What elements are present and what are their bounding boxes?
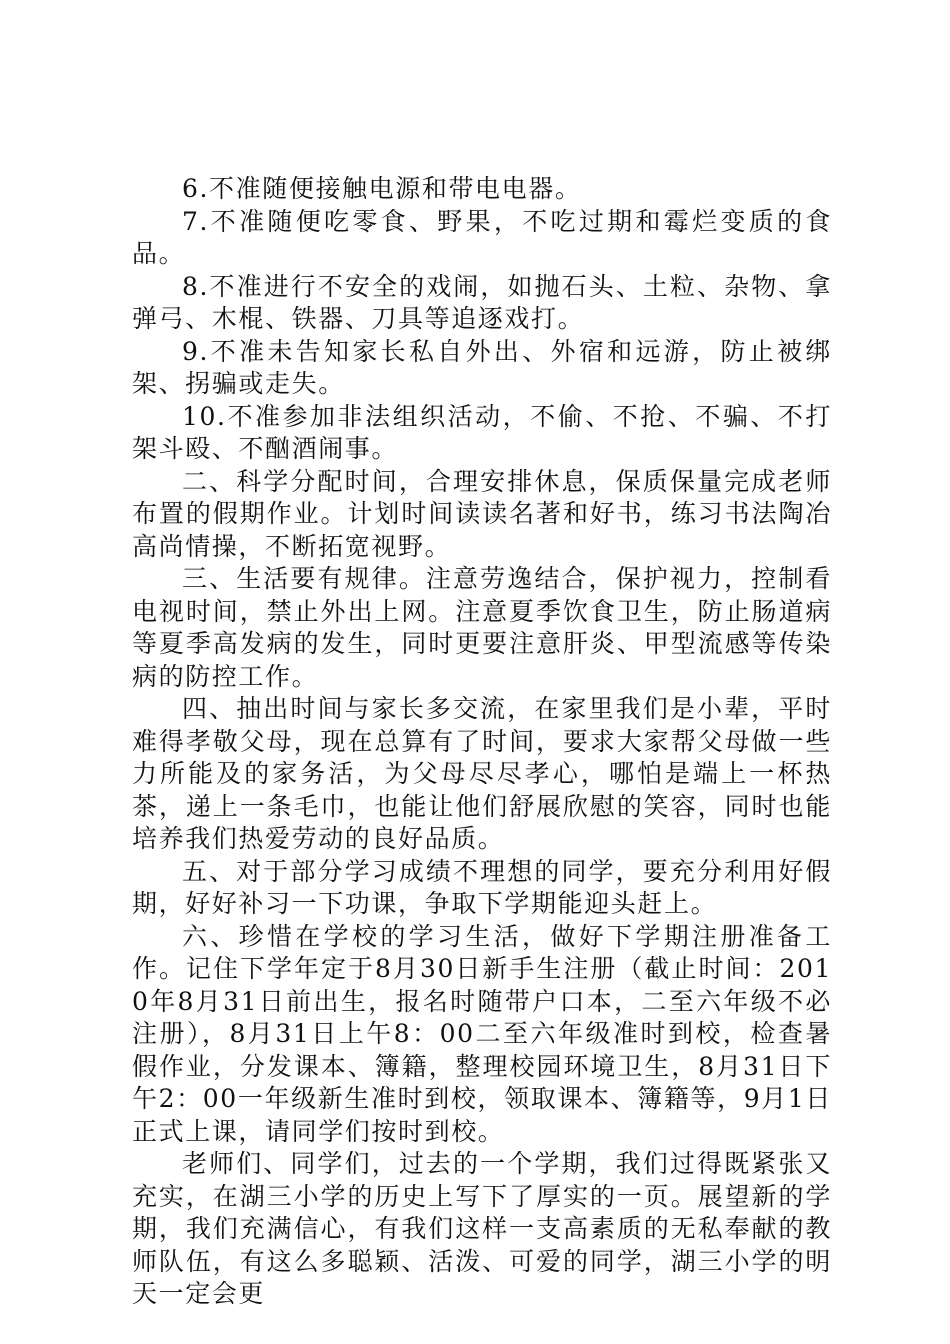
paragraph-section-2: 二、科学分配时间，合理安排休息，保质保量完成老师布置的假期作业。计划时间读读名著和好书，练习书法陶冶高尚情操，不断拓宽视野。 [132, 466, 832, 561]
paragraph-section-3: 三、生活要有规律。注意劳逸结合，保护视力，控制看电视时间，禁止外出上网。注意夏季饮食卫生，防止肠道病等夏季高发病的发生，同时更要注意肝炎、甲型流感等传染病的防控工作。 [132, 564, 832, 691]
paragraph-rule-9: 9.不准未告知家长私自外出、外宿和远游，防止被绑架、拐骗或走失。 [132, 336, 832, 398]
paragraph-section-5: 五、对于部分学习成绩不理想的同学，要充分利用好假期，好好补习一下功课，争取下学期能迎头赶上。 [132, 856, 832, 918]
paragraph-section-4: 四、抽出时间与家长多交流，在家里我们是小辈，平时难得孝敬父母，现在总算有了时间，要求大家帮父母做一些力所能及的家务活，为父母尽尽孝心，哪怕是端上一杯热茶，递上一条毛巾，也能让他们舒展欣慰的笑容，同时也能培养我们热爱劳动的良好品质。 [132, 694, 832, 853]
paragraph-closing: 老师们、同学们，过去的一个学期，我们过得既紧张又充实，在湖三小学的历史上写下了厚实的一页。展望新的学期，我们充满信心，有我们这样一支高素质的无私奉献的教师队伍，有这么多聪颖、活泼、可爱的同学，湖三小学的明天一定会更 [132, 1149, 832, 1308]
paragraph-rule-7: 7.不准随便吃零食、野果，不吃过期和霉烂变质的食品。 [132, 206, 832, 268]
document-body [132, 173, 832, 1311]
paragraph-rule-10: 10.不准参加非法组织活动，不偷、不抢、不骗、不打架斗殴、不酗酒闹事。 [132, 401, 832, 463]
paragraph-section-6: 六、珍惜在学校的学习生活，做好下学期注册准备工作。记住下学年定于8月30日新手生注册（截止时间：2010年8月31日前出生，报名时随带户口本，二至六年级不必注册），8月31日上午8：00二至六年级准时到校，检查暑假作业，分发课本、簿籍，整理校园环境卫生，8月31日下午2：00一年级新生准时到校，领取课本、簿籍等，9月1日正式上课，请同学们按时到校。 [132, 921, 832, 1146]
paragraph-rule-8: 8.不准进行不安全的戏闹，如抛石头、土粒、杂物、拿弹弓、木棍、铁器、刀具等追逐戏打。 [132, 271, 832, 333]
paragraph-rule-6: 6.不准随便接触电源和带电电器。 [182, 174, 582, 203]
